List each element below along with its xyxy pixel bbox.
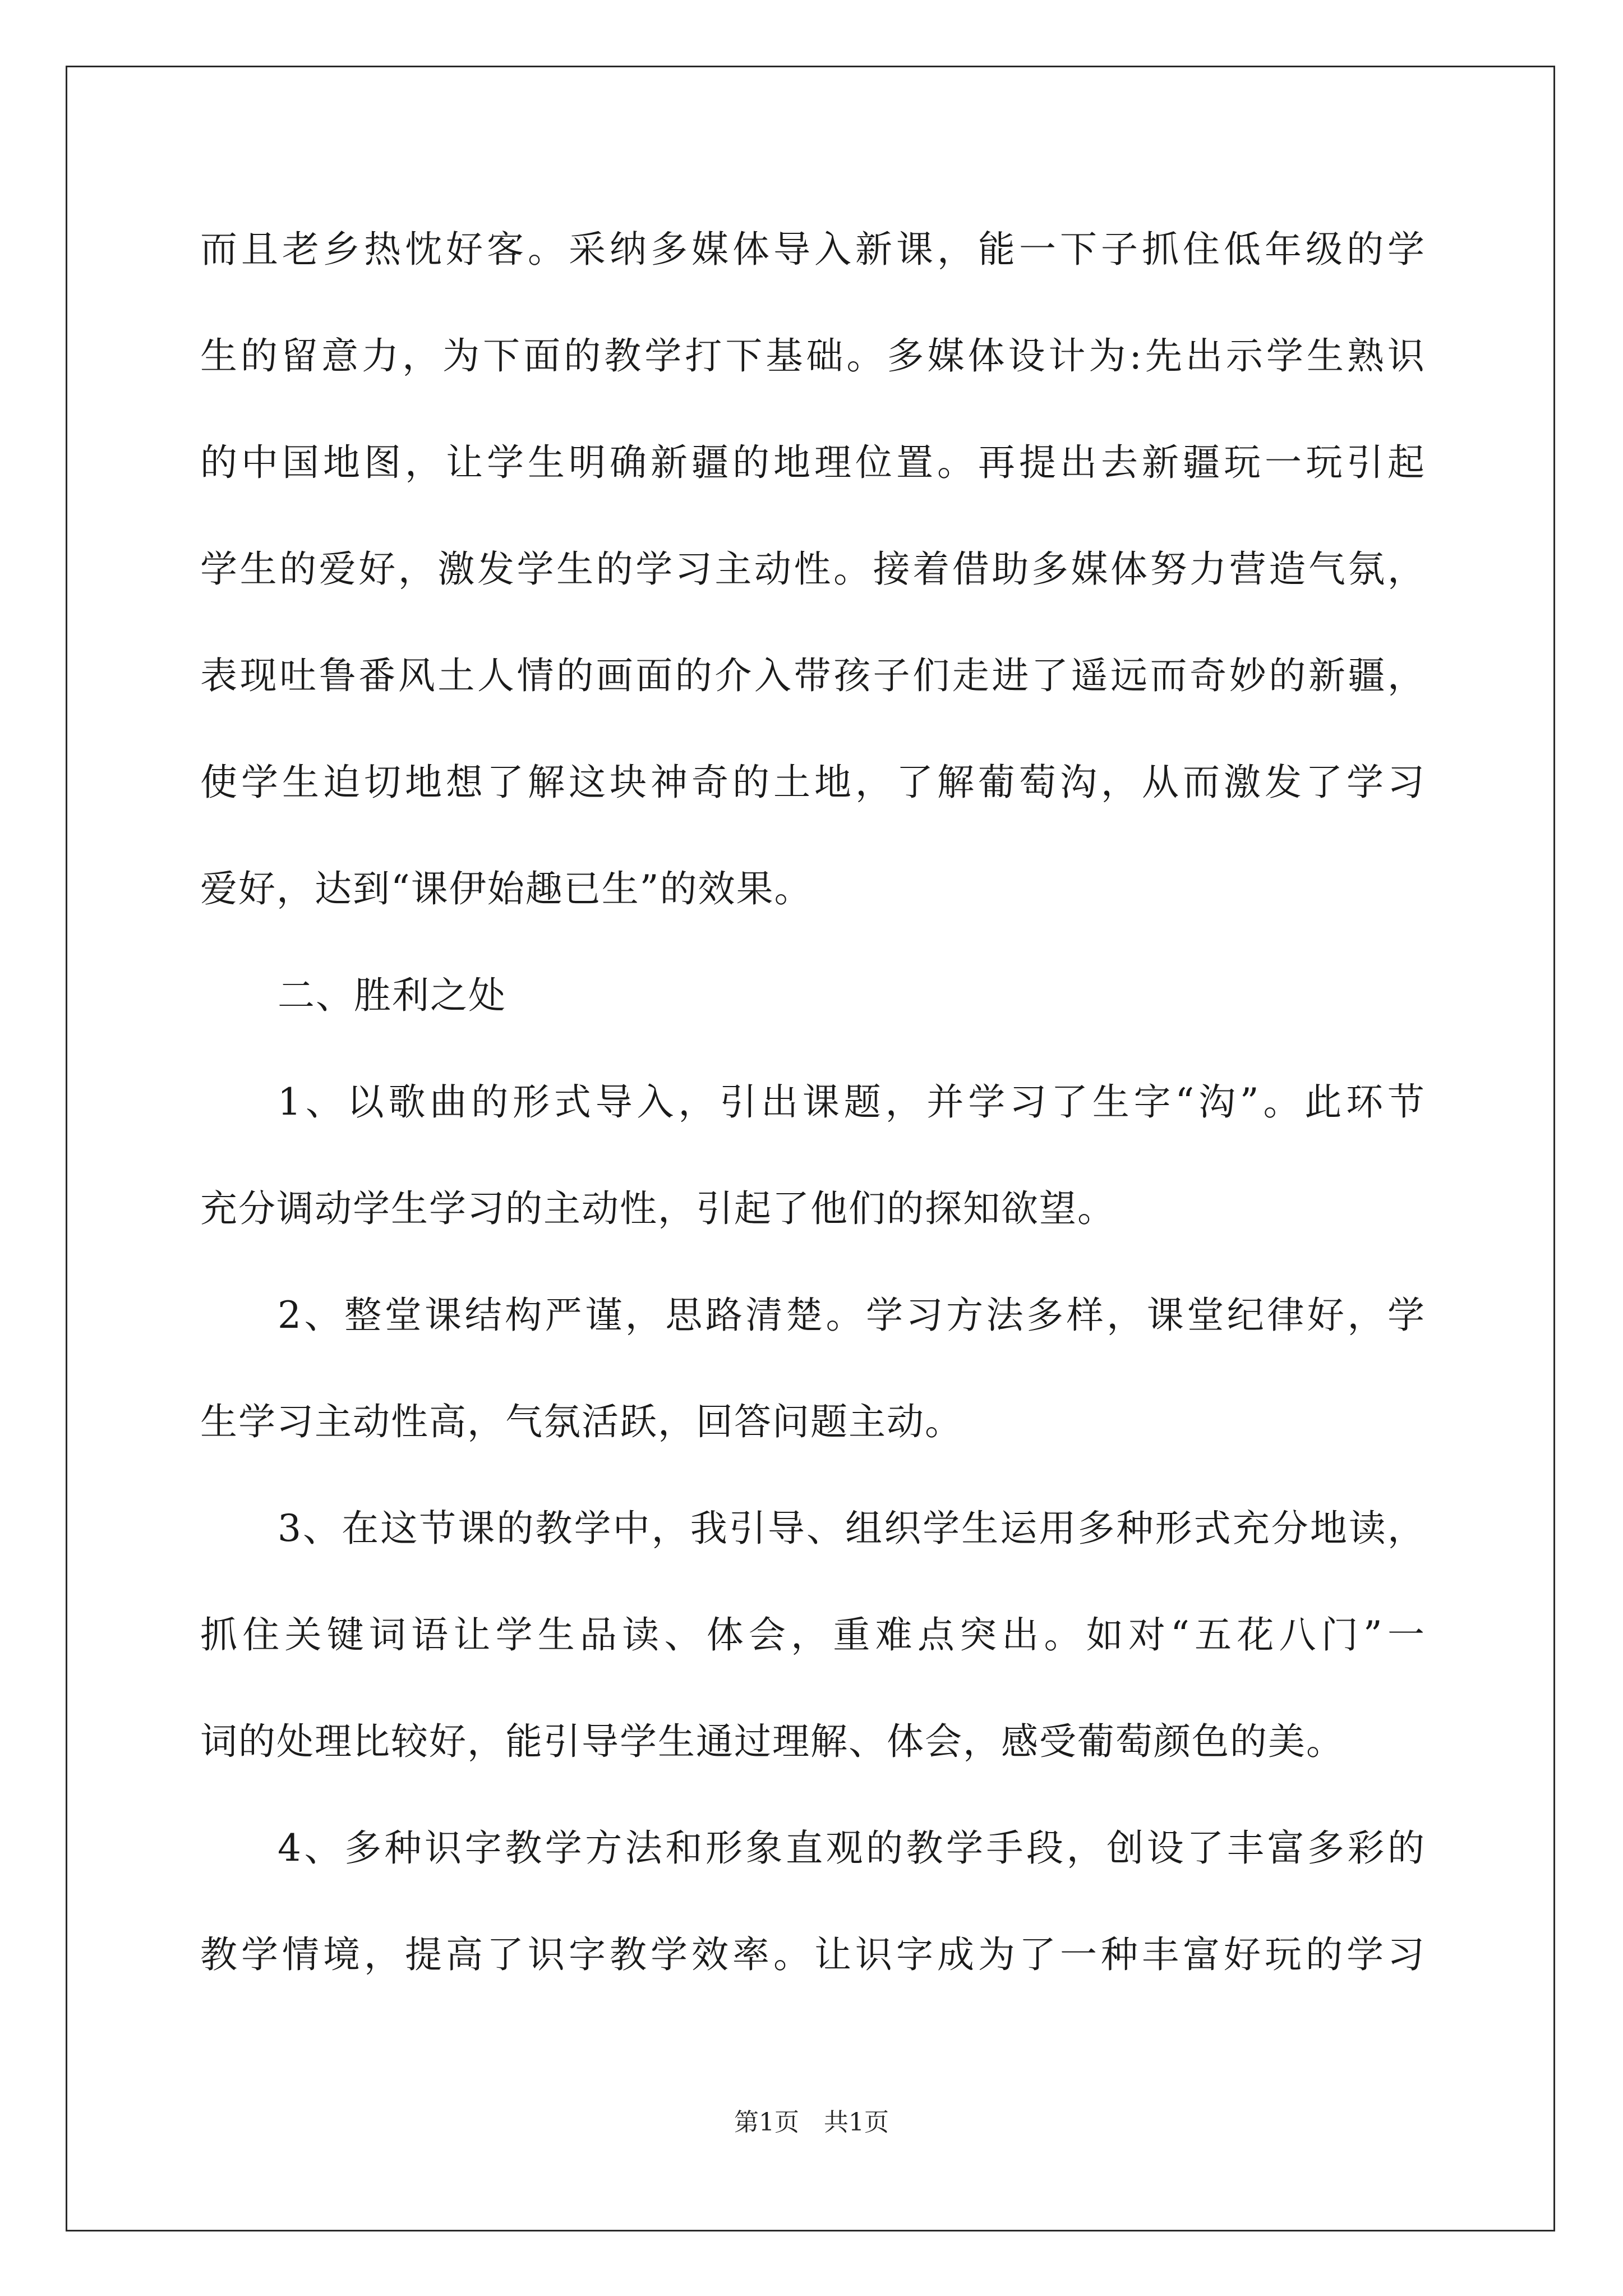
page-total: 共1页 <box>824 2108 889 2137</box>
section-heading: 二、胜利之处 <box>278 974 506 1017</box>
text-line: 的中国地图，让学生明确新疆的地理位置。再提出去新疆玩一玩引起 <box>200 441 1426 484</box>
text-line: 学生的爱好，激发学生的学习主动性。接着借助多媒体努力营造气氛， <box>200 547 1426 591</box>
page-footer <box>0 2102 1623 2138</box>
text-line-paragraph-start: 1、以歌曲的形式导入，引出课题，并学习了生字“沟”。此环节 <box>278 1080 1426 1124</box>
text-line: 而且老乡热忱好客。采纳多媒体导入新课，能一下子抓住低年级的学 <box>200 228 1426 271</box>
text-line: 教学情境，提高了识字教学效率。让识字成为了一种丰富好玩的学习 <box>200 1933 1426 1976</box>
text-line: 抓住关键词语让学生品读、体会，重难点突出。如对“五花八门”一 <box>200 1613 1426 1657</box>
document-body <box>200 202 1426 2014</box>
text-line: 使学生迫切地想了解这块神奇的土地，了解葡萄沟，从而激发了学习 <box>200 761 1426 804</box>
text-line-paragraph-start: 2、整堂课结构严谨，思路清楚。学习方法多样，课堂纪律好，学 <box>278 1294 1426 1337</box>
text-line-paragraph-end: 充分调动学生学习的主动性，引起了他们的探知欲望。 <box>200 1187 1115 1230</box>
text-line-paragraph-start: 3、在这节课的教学中，我引导、组织学生运用多种形式充分地读， <box>278 1507 1426 1550</box>
text-line: 表现吐鲁番风土人情的画面的介入带孩子们走进了遥远而奇妙的新疆， <box>200 654 1426 697</box>
text-line: 生的留意力，为下面的教学打下基础。多媒体设计为:先出示学生熟识 <box>200 334 1426 378</box>
text-line-paragraph-end: 爱好，达到“课伊始趣已生”的效果。 <box>200 867 813 910</box>
text-line-paragraph-end: 生学习主动性高，气氛活跃，回答问题主动。 <box>200 1400 963 1443</box>
page-number: 第1页 <box>734 2108 799 2137</box>
text-line-paragraph-start: 4、多种识字教学方法和形象直观的教学手段，创设了丰富多彩的 <box>278 1826 1426 1870</box>
text-line-paragraph-end: 词的处理比较好，能引导学生通过理解、体会，感受葡萄颜色的美。 <box>200 1720 1344 1763</box>
